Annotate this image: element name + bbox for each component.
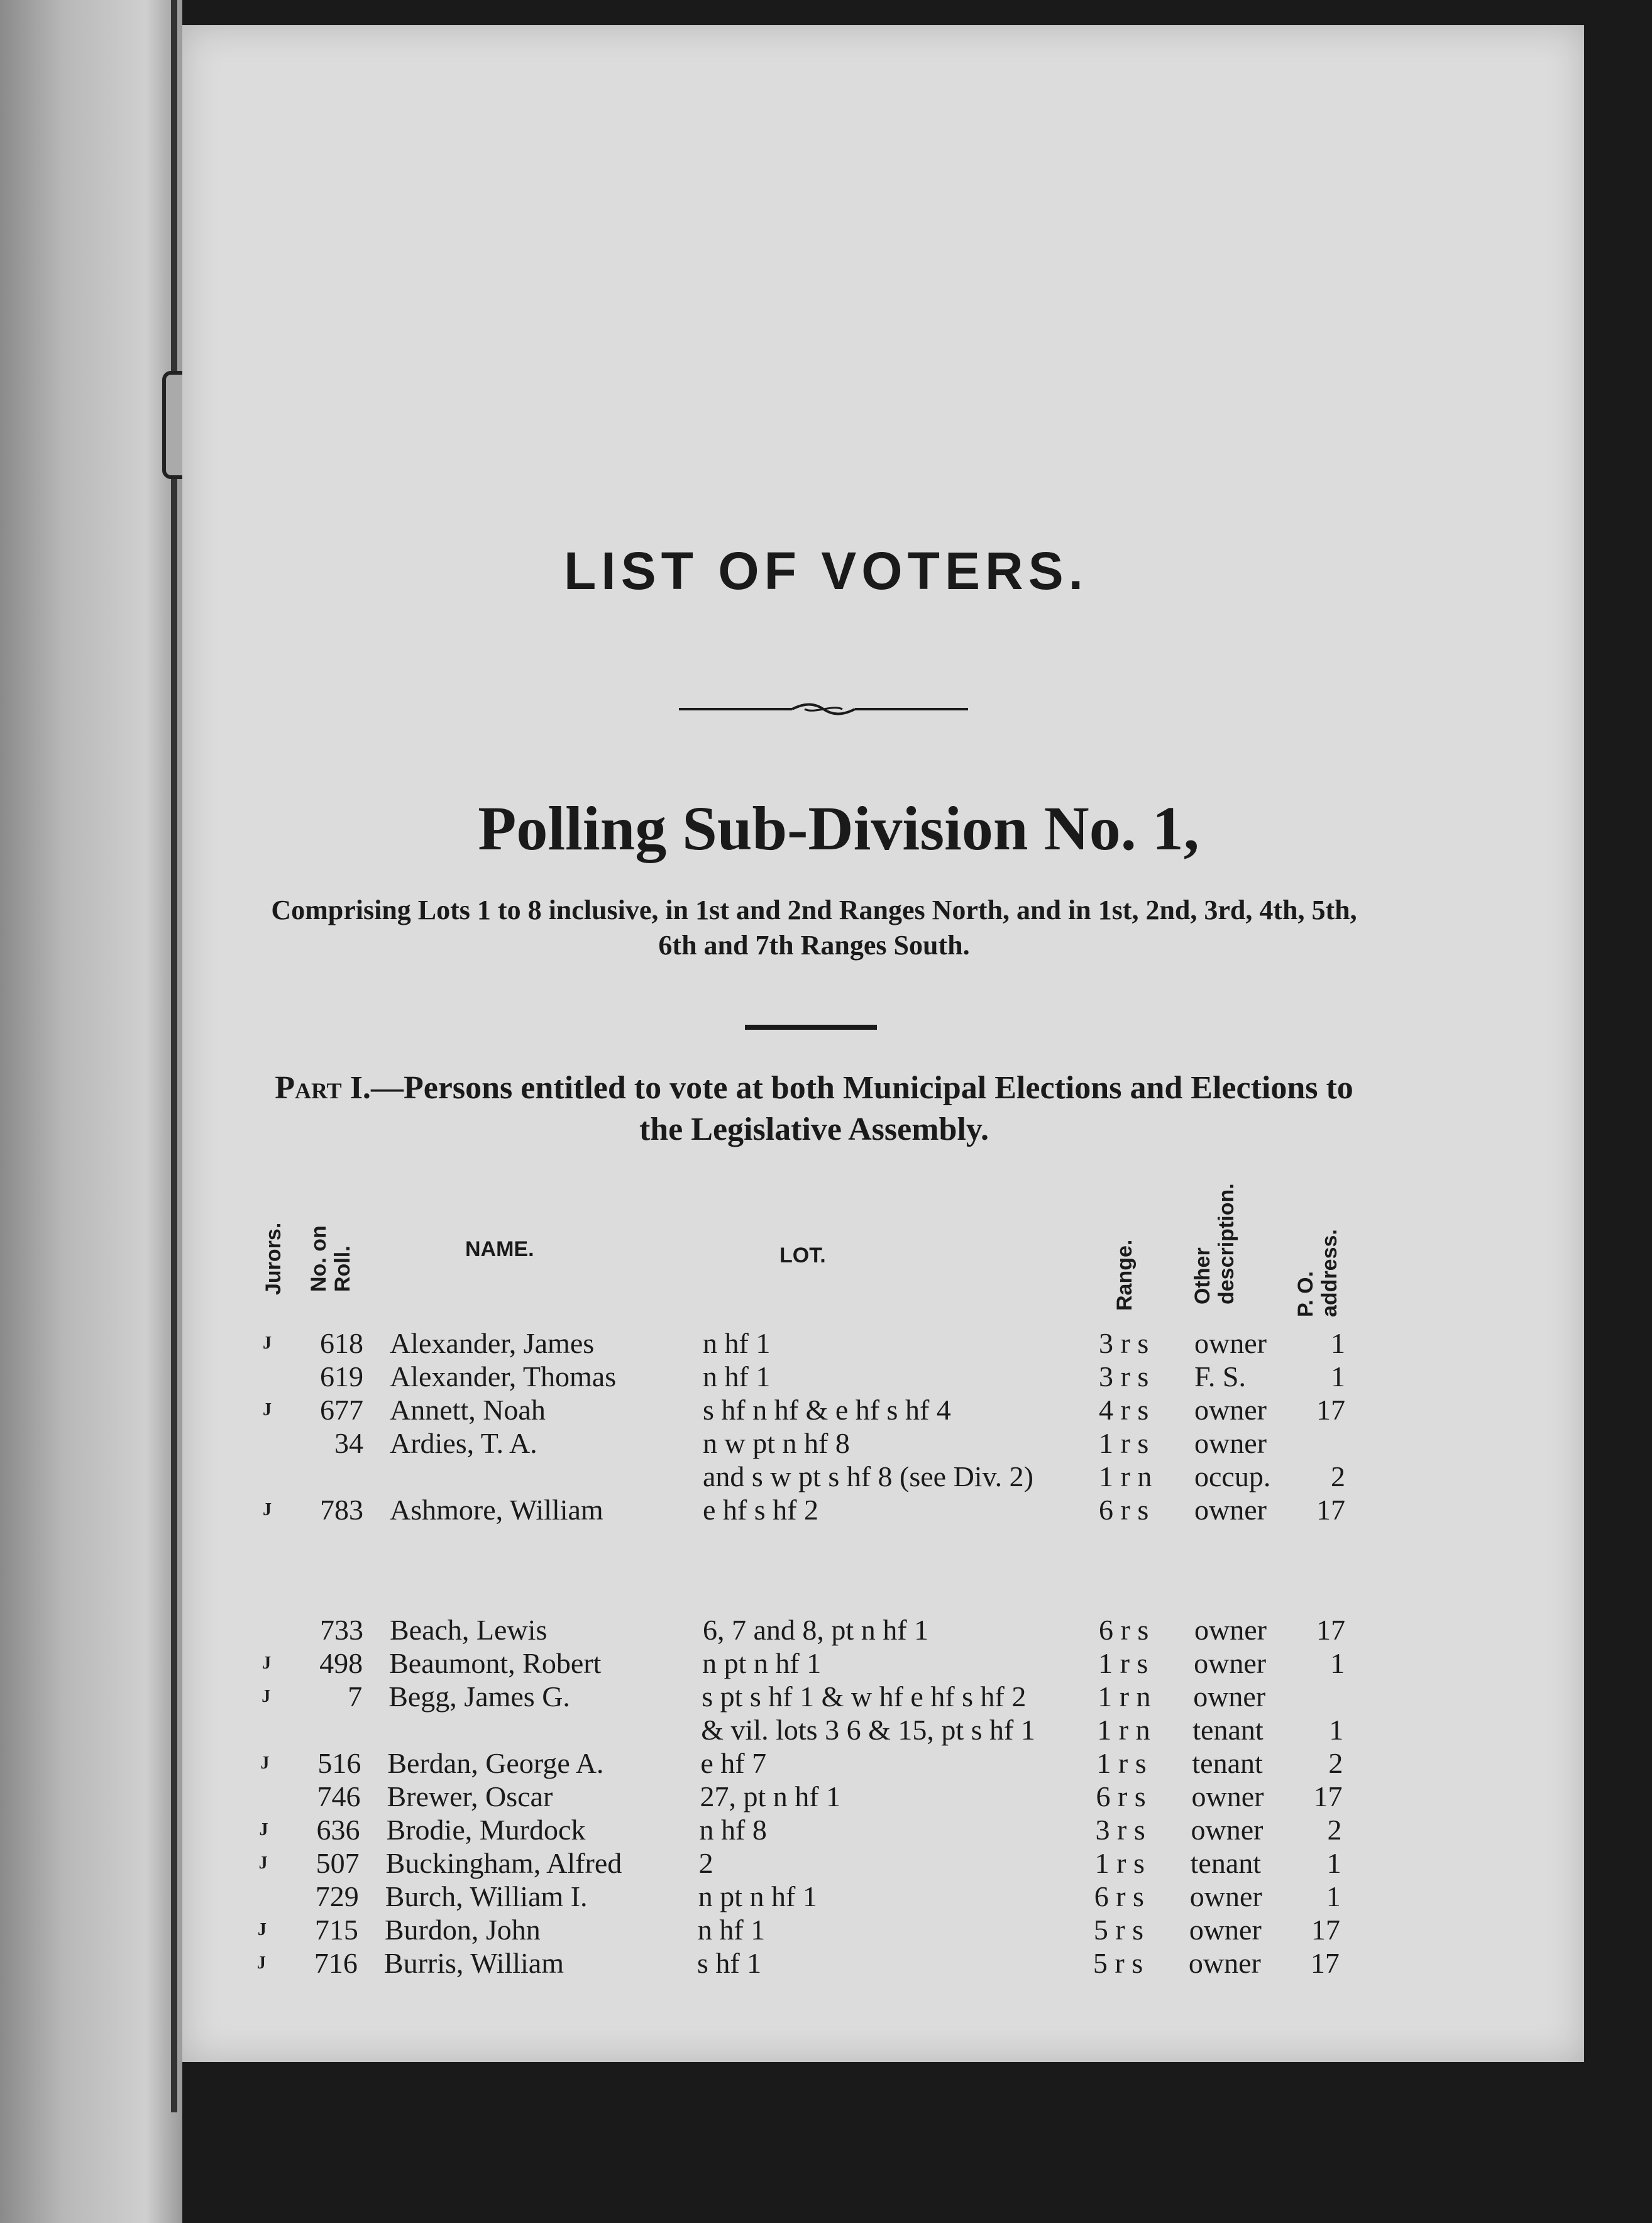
range: 1 r n (1098, 1680, 1151, 1713)
po-address: 1 (1329, 1714, 1344, 1746)
part-label: Part I. (275, 1070, 371, 1106)
roll-number: 516 (317, 1747, 361, 1779)
voter-row (0, 1647, 1651, 1680)
po-address: 17 (1311, 1914, 1340, 1946)
po-address: 2 (1327, 1814, 1342, 1846)
page-title: LIST OF VOTERS. (563, 541, 1089, 600)
voter-name: Berdan, George A. (387, 1747, 604, 1779)
lot-description: 27, pt n hf 1 (700, 1780, 841, 1812)
po-address: 17 (1316, 1614, 1345, 1646)
voter-name: Burdon, John (384, 1914, 541, 1946)
range: 3 r s (1099, 1327, 1149, 1359)
roll-number: 733 (320, 1614, 363, 1646)
voter-row (0, 1680, 1651, 1714)
voter-row (0, 1713, 1650, 1747)
po-address: 17 (1313, 1780, 1343, 1812)
lot-description: s hf 1 (697, 1947, 762, 1979)
lot-description: n hf 1 (697, 1914, 766, 1946)
juror-mark: J (263, 1400, 272, 1420)
juror-mark: J (256, 1953, 266, 1973)
range: 1 r n (1099, 1460, 1152, 1492)
po-address: 2 (1328, 1747, 1343, 1779)
other-description: owner (1191, 1814, 1264, 1846)
juror-mark: J (263, 1500, 272, 1520)
other-description: owner (1194, 1647, 1267, 1679)
po-address: 17 (1310, 1947, 1340, 1979)
voter-row (0, 1813, 1649, 1847)
col-header-no-on-roll: No. on Roll. (307, 1225, 355, 1292)
roll-number: 507 (316, 1847, 360, 1879)
po-address: 1 (1331, 1327, 1345, 1359)
range: 1 r n (1097, 1714, 1150, 1746)
po-address: 1 (1330, 1647, 1345, 1679)
roll-number: 677 (320, 1394, 363, 1426)
voter-name: Beach, Lewis (390, 1614, 548, 1646)
lot-description: n hf 1 (703, 1360, 771, 1393)
range: 1 r s (1094, 1847, 1145, 1879)
range: 6 r s (1099, 1614, 1149, 1646)
voter-row (0, 1426, 1652, 1460)
juror-mark: J (258, 1853, 268, 1873)
other-description: owner (1188, 1947, 1261, 1979)
po-address: 17 (1316, 1394, 1345, 1426)
other-description: owner (1194, 1614, 1267, 1646)
lot-description: s pt s hf 1 & w hf e hf s hf 2 (702, 1680, 1027, 1713)
other-description: tenant (1192, 1714, 1264, 1746)
part-text: —Persons entitled to vote at both Municipal Elections and Elections to the Legislative Assembly. (370, 1070, 1353, 1147)
roll-number: 716 (314, 1947, 358, 1979)
col-header-po-address: P. O. address. (1294, 1229, 1341, 1317)
other-description: tenant (1192, 1747, 1263, 1779)
po-address: 1 (1326, 1880, 1341, 1912)
subdivision-description: Comprising Lots 1 to 8 inclusive, in 1st and 2nd Ranges North, and in 1st, 2nd, 3rd, 4th, 5th, 6th and 7th Ranges South. (271, 895, 1357, 961)
lot-description: and s w pt s hf 8 (see Div. 2) (703, 1460, 1033, 1492)
po-address: 17 (1316, 1494, 1345, 1526)
juror-mark: J (259, 1820, 268, 1840)
range: 5 r s (1093, 1947, 1143, 1979)
ornament-divider (679, 703, 968, 715)
range: 6 r s (1099, 1494, 1149, 1526)
voter-row (0, 1946, 1646, 1980)
voter-row (0, 1460, 1652, 1494)
voter-name: Burris, William (383, 1947, 564, 1979)
voter-name: Ardies, T. A. (390, 1427, 537, 1459)
juror-mark: J (262, 1653, 272, 1673)
voter-name: Begg, James G. (388, 1680, 570, 1713)
other-description: owner (1194, 1427, 1267, 1459)
voter-name: Burch, William I. (385, 1880, 588, 1912)
voter-row (0, 1913, 1647, 1947)
lot-description: s hf n hf & e hf s hf 4 (703, 1394, 951, 1426)
other-description: F. S. (1194, 1360, 1246, 1393)
lot-description: n hf 1 (703, 1327, 771, 1359)
voter-name: Alexander, Thomas (390, 1360, 617, 1393)
lot-description: n w pt n hf 8 (703, 1427, 850, 1459)
roll-number: 729 (315, 1880, 359, 1912)
roll-number: 636 (316, 1814, 360, 1846)
lot-description: e hf 7 (700, 1747, 767, 1779)
other-description: owner (1194, 1494, 1267, 1526)
juror-mark: J (262, 1687, 271, 1706)
juror-mark: J (257, 1920, 267, 1939)
other-description: owner (1189, 1880, 1262, 1912)
roll-number: 498 (319, 1647, 363, 1679)
other-description: occup. (1194, 1460, 1271, 1492)
voter-name: Annett, Noah (390, 1394, 546, 1426)
voter-row (0, 1746, 1649, 1780)
col-header-other-description: Other description. (1191, 1183, 1238, 1305)
voter-row (0, 1493, 1652, 1527)
range: 3 r s (1095, 1814, 1145, 1846)
voter-row (0, 1780, 1649, 1814)
col-header-name: NAME. (465, 1237, 534, 1261)
other-description: owner (1191, 1780, 1264, 1812)
roll-number: 746 (317, 1780, 361, 1812)
roll-number: 619 (320, 1360, 363, 1393)
range: 1 r s (1098, 1647, 1148, 1679)
voter-name: Alexander, James (390, 1327, 595, 1359)
col-header-jurors: Jurors. (262, 1222, 285, 1295)
lot-description: n hf 8 (699, 1814, 767, 1846)
roll-number: 783 (320, 1494, 363, 1526)
roll-number: 34 (334, 1427, 363, 1459)
other-description: owner (1189, 1914, 1262, 1946)
range: 4 r s (1099, 1394, 1149, 1426)
lot-description: & vil. lots 3 6 & 15, pt s hf 1 (701, 1714, 1035, 1746)
voter-name: Beaumont, Robert (389, 1647, 602, 1679)
voter-row (0, 1393, 1652, 1427)
voter-row (0, 1846, 1648, 1880)
other-description: owner (1193, 1680, 1266, 1713)
po-address: 2 (1331, 1460, 1345, 1492)
col-header-range: Range. (1113, 1239, 1137, 1311)
subdivision-title: Polling Sub-Division No. 1, (478, 793, 1199, 863)
voter-row (0, 1880, 1648, 1914)
lot-description: n pt n hf 1 (702, 1647, 822, 1679)
lot-description: 6, 7 and 8, pt n hf 1 (703, 1614, 929, 1646)
other-description: owner (1194, 1394, 1267, 1426)
juror-mark: J (263, 1333, 272, 1353)
voter-name: Ashmore, William (390, 1494, 603, 1526)
voter-name: Brodie, Murdock (386, 1814, 586, 1846)
other-description: owner (1194, 1327, 1267, 1359)
voter-name: Brewer, Oscar (387, 1780, 553, 1812)
voter-name: Buckingham, Alfred (385, 1847, 622, 1879)
range: 1 r s (1096, 1747, 1147, 1779)
juror-mark: J (260, 1753, 270, 1773)
roll-number: 618 (320, 1327, 363, 1359)
voter-row (0, 1360, 1652, 1394)
voter-row (0, 1613, 1652, 1647)
range: 5 r s (1093, 1914, 1144, 1946)
section-rule (745, 1025, 877, 1030)
range: 3 r s (1099, 1360, 1149, 1393)
col-header-lot: LOT. (779, 1244, 826, 1267)
range: 1 r s (1099, 1427, 1149, 1459)
lot-description: n pt n hf 1 (698, 1880, 817, 1912)
part-heading (270, 1067, 1358, 1150)
range: 6 r s (1096, 1780, 1146, 1812)
roll-number: 7 (348, 1680, 363, 1713)
range: 6 r s (1094, 1880, 1144, 1912)
lot-description: 2 (698, 1847, 713, 1879)
roll-number: 715 (314, 1914, 358, 1946)
voter-row (0, 1327, 1652, 1360)
lot-description: e hf s hf 2 (703, 1494, 818, 1526)
other-description: tenant (1190, 1847, 1262, 1879)
po-address: 1 (1326, 1847, 1341, 1879)
po-address: 1 (1331, 1360, 1345, 1393)
